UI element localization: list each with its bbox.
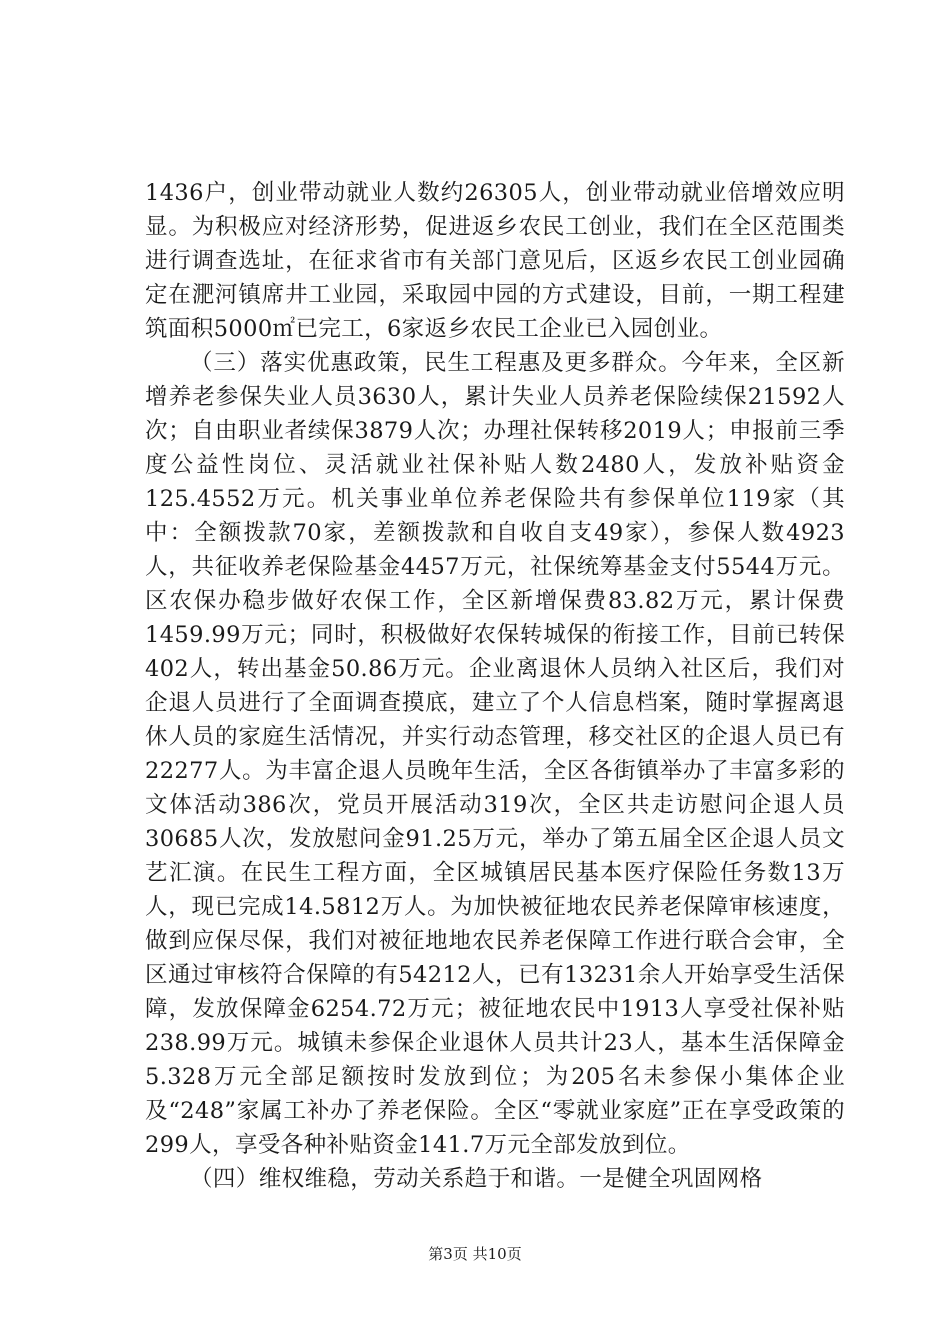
paragraph-1: 1436户，创业带动就业人数约26305人，创业带动就业倍增效应明显。为积极应对经济形势，促进返乡农民工创业，我们在全区范围类进行调查选址，在征求省市有关部门意见后，区返乡农民工创业园确定在淝河镇席井工业园，采取园中园的方式建设，目前，一期工程建筑面积5000㎡已完工，6家返乡农民工企业已入园创业。 <box>145 180 845 342</box>
paragraph-3: （四）维权维稳，劳动关系趋于和谐。一是健全巩固网格 <box>190 1166 763 1192</box>
paragraph-2: （三）落实优惠政策，民生工程惠及更多群众。今年来，全区新增养老参保失业人员3630人，累计失业人员养老保险续保21592人次；自由职业者续保3879人次；办理社保转移2019人；申报前三季度公益性岗位、灵活就业社保补贴人数2480人，发放补贴资金125.4552万元。机关事业单位养老保险共有参保单位119家（其中：全额拨款70家，差额拨款和自收自支49家），参保人数4923人，共征收养老保险基金4457万元，社保统筹基金支付5544万元。区农保办稳步做好农保工作，全区新增保费83.82万元，累计保费1459.99万元；同时，积极做好农保转城保的衔接工作，目前已转保402人，转出基金50.86万元。企业离退休人员纳入社区后，我们对企退人员进行了全面调查摸底，建立了个人信息档案，随时掌握离退休人员的家庭生活情况，并实行动态管理，移交社区的企退人员已有22277人。为丰富企退人员晚年生活，全区各街镇举办了丰富多彩的文体活动386次，党员开展活动319次，全区共走访慰问企退人员30685人次，发放慰问金91.25万元，举办了第五届全区企退人员文艺汇演。在民生工程方面，全区城镇居民基本医疗保险任务数13万人，现已完成14.5812万人。为加快被征地农民养老保障审核速度，做到应保尽保，我们对被征地地农民养老保障工作进行联合会审，全区通过审核符合保障的有54212人，已有13231余人开始享受生活保障，发放保障金6254.72万元；被征地农民中1913人享受社保补贴238.99万元。城镇未参保企业退休人员共计23人，基本生活保障金5.328万元全部足额按时发放到位；为205名未参保小集体企业及“248”家属工补办了养老保险。全区“零就业家庭”正在享受政策的299人，享受各种补贴资金141.7万元全部发放到位。 <box>145 350 845 1158</box>
page-number-footer: 第3页 共10页 <box>428 1245 522 1263</box>
document-body <box>145 176 845 1196</box>
